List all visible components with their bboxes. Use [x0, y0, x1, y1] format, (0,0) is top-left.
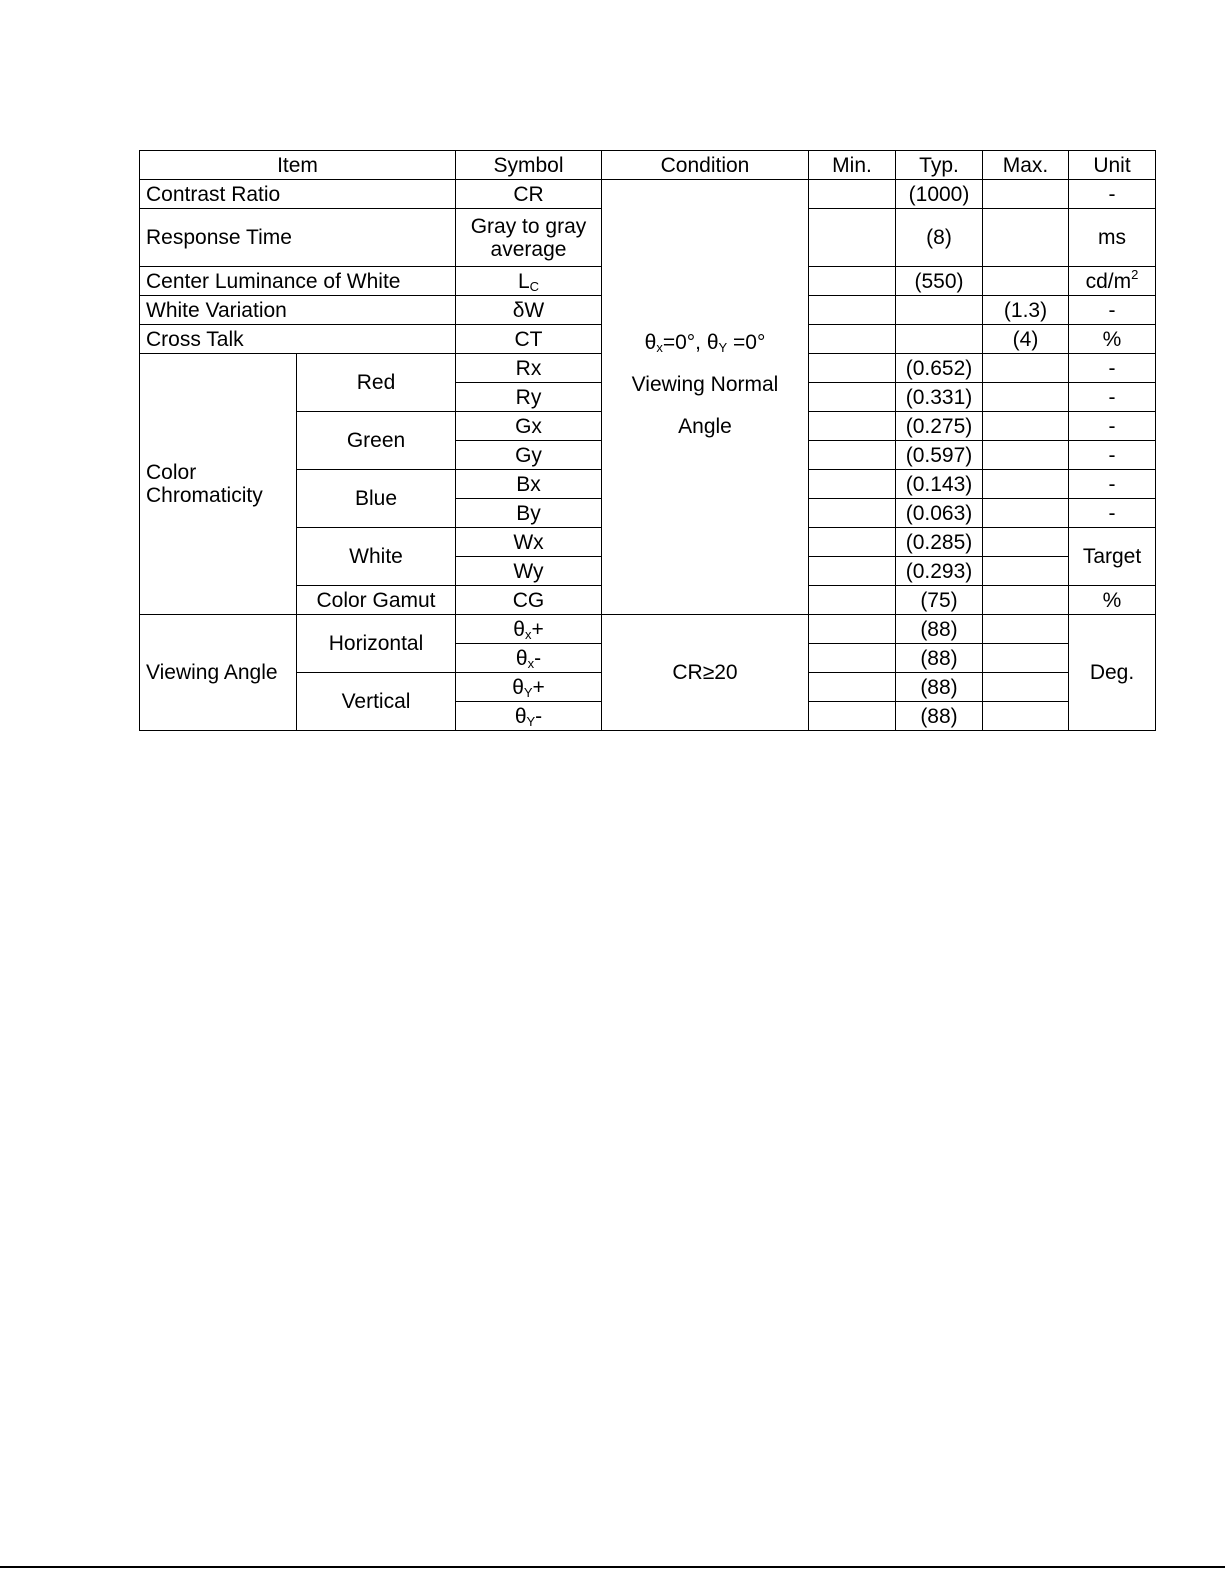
header-symbol: Symbol: [456, 151, 602, 180]
min-cell: [809, 354, 896, 383]
typ-cell: (8): [896, 209, 983, 267]
optical-spec-table: [139, 150, 1156, 731]
typ-cell: (88): [896, 673, 983, 702]
max-cell: [983, 209, 1069, 267]
typ-cell: (88): [896, 702, 983, 731]
item-color-chromaticity: Color Chromaticity: [140, 354, 297, 615]
header-row: [140, 151, 1156, 180]
condition-theta-line: $\theta_x=0^\circ$, $\theta_Y =0^\circ$: [644, 331, 766, 355]
typ-cell: (0.143): [896, 470, 983, 499]
min-cell: [809, 586, 896, 615]
max-cell: [983, 412, 1069, 441]
min-cell: [809, 412, 896, 441]
item-cross-talk: Cross Talk: [140, 325, 456, 354]
unit-cell: -: [1069, 412, 1156, 441]
typ-cell: (75): [896, 586, 983, 615]
unit-cell: %: [1069, 325, 1156, 354]
unit-cell: $cd/m^2$: [1069, 267, 1156, 296]
max-cell: [983, 180, 1069, 209]
symbol-cell: δW: [456, 296, 602, 325]
max-cell: [983, 499, 1069, 528]
max-cell: [983, 586, 1069, 615]
unit-cell: -: [1069, 180, 1156, 209]
min-cell: [809, 325, 896, 354]
typ-cell: [896, 325, 983, 354]
header-unit: Unit: [1069, 151, 1156, 180]
sub-item-color-gamut: Color Gamut: [297, 586, 456, 615]
symbol-cell: Wy: [456, 557, 602, 586]
symbol-cell: Ry: [456, 383, 602, 412]
unit-cell-target: Target: [1069, 528, 1156, 586]
symbol-cell: Wx: [456, 528, 602, 557]
sub-item-horizontal: Horizontal: [297, 615, 456, 673]
symbol-cell: $\theta_x+$: [456, 615, 602, 644]
max-cell: [983, 354, 1069, 383]
item-white-variation: White Variation: [140, 296, 456, 325]
typ-cell: (0.285): [896, 528, 983, 557]
max-cell: [983, 702, 1069, 731]
min-cell: [809, 180, 896, 209]
min-cell: [809, 528, 896, 557]
condition-line-3: Angle: [678, 415, 732, 438]
header-min: Min.: [809, 151, 896, 180]
max-cell: (1.3): [983, 296, 1069, 325]
max-cell: [983, 383, 1069, 412]
max-cell: [983, 441, 1069, 470]
sub-item-red: Red: [297, 354, 456, 412]
symbol-cell: By: [456, 499, 602, 528]
typ-cell: (1000): [896, 180, 983, 209]
typ-cell: (0.597): [896, 441, 983, 470]
unit-cell: %: [1069, 586, 1156, 615]
symbol-cell: Bx: [456, 470, 602, 499]
typ-cell: (88): [896, 615, 983, 644]
item-response-time: Response Time: [140, 209, 456, 267]
condition-normal-angle: [602, 180, 809, 615]
sub-item-vertical: Vertical: [297, 673, 456, 731]
typ-cell: (0.063): [896, 499, 983, 528]
min-cell: [809, 499, 896, 528]
unit-cell-deg: Deg.: [1069, 615, 1156, 731]
sub-item-blue: Blue: [297, 470, 456, 528]
header-typ: Typ.: [896, 151, 983, 180]
min-cell: [809, 441, 896, 470]
symbol-cell: Rx: [456, 354, 602, 383]
unit-cell: -: [1069, 383, 1156, 412]
condition-cr: CR≥20: [602, 615, 809, 731]
unit-cell: -: [1069, 499, 1156, 528]
table-row: [140, 180, 1156, 209]
max-cell: [983, 267, 1069, 296]
min-cell: [809, 470, 896, 499]
unit-cell: -: [1069, 470, 1156, 499]
min-cell: [809, 209, 896, 267]
symbol-cell: CR: [456, 180, 602, 209]
min-cell: [809, 702, 896, 731]
symbol-cell: CG: [456, 586, 602, 615]
item-center-luminance: Center Luminance of White: [140, 267, 456, 296]
sub-item-green: Green: [297, 412, 456, 470]
item-viewing-angle: Viewing Angle: [140, 615, 297, 731]
min-cell: [809, 296, 896, 325]
symbol-cell: $\theta_x-$: [456, 644, 602, 673]
unit-cell: -: [1069, 441, 1156, 470]
max-cell: [983, 615, 1069, 644]
min-cell: [809, 644, 896, 673]
typ-cell: (0.331): [896, 383, 983, 412]
header-max: Max.: [983, 151, 1069, 180]
unit-cell: -: [1069, 296, 1156, 325]
typ-cell: (0.293): [896, 557, 983, 586]
typ-cell: (88): [896, 644, 983, 673]
table-row: [140, 615, 1156, 644]
max-cell: [983, 557, 1069, 586]
max-cell: [983, 470, 1069, 499]
max-cell: (4): [983, 325, 1069, 354]
max-cell: [983, 673, 1069, 702]
max-cell: [983, 528, 1069, 557]
item-contrast-ratio: Contrast Ratio: [140, 180, 456, 209]
page-bottom-rule: [0, 1566, 1225, 1568]
min-cell: [809, 383, 896, 412]
min-cell: [809, 267, 896, 296]
min-cell: [809, 615, 896, 644]
symbol-cell: CT: [456, 325, 602, 354]
typ-cell: (550): [896, 267, 983, 296]
symbol-cell: Gx: [456, 412, 602, 441]
symbol-cell: Gray to gray average: [456, 209, 602, 267]
typ-cell: [896, 296, 983, 325]
unit-cell: -: [1069, 354, 1156, 383]
header-item: Item: [140, 151, 456, 180]
symbol-cell: $\theta_Y-$: [456, 702, 602, 731]
max-cell: [983, 644, 1069, 673]
sub-item-white: White: [297, 528, 456, 586]
min-cell: [809, 557, 896, 586]
condition-line-2: Viewing Normal: [631, 373, 779, 396]
typ-cell: (0.652): [896, 354, 983, 383]
unit-cell: ms: [1069, 209, 1156, 267]
min-cell: [809, 673, 896, 702]
header-condition: Condition: [602, 151, 809, 180]
symbol-cell: $L_C$: [456, 267, 602, 296]
symbol-cell: $\theta_Y+$: [456, 673, 602, 702]
typ-cell: (0.275): [896, 412, 983, 441]
symbol-cell: Gy: [456, 441, 602, 470]
